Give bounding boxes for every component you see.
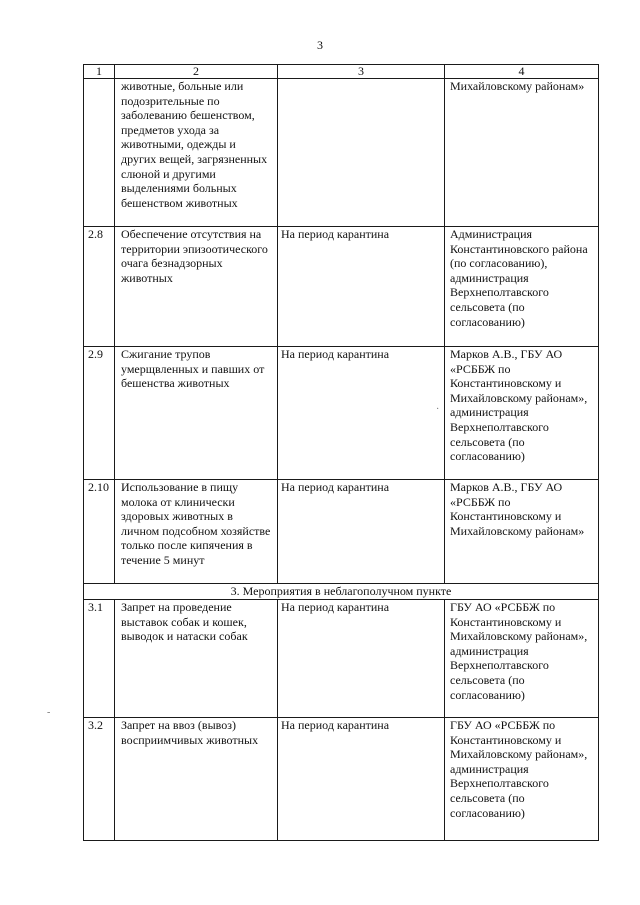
measures-table [83, 64, 599, 841]
row-number: 2.8 [84, 227, 115, 347]
responsible-cell: Михайловскому районам» [445, 79, 599, 227]
responsible-cell: Марков А.В., ГБУ АО «РСББЖ по Константиновскому и Михайловскому районам» [445, 480, 599, 584]
table-row [84, 600, 599, 718]
period-cell: На период карантина [278, 600, 445, 718]
table-row [84, 347, 599, 480]
measure-cell: Использование в пищу молока от клинически здоровых животных в личном подсобном хозяйстве только после кипячения в течение 5 минут [115, 480, 278, 584]
period-cell: На период карантина [278, 347, 445, 480]
scan-mark: · [436, 404, 440, 415]
scan-mark: - [47, 707, 51, 718]
measure-cell: Сжигание трупов умерщвленных и павших от бешенства животных [115, 347, 278, 480]
column-header: 1 [84, 65, 115, 79]
table-row [84, 480, 599, 584]
row-number: 2.10 [84, 480, 115, 584]
measure-cell: животные, больные или подозрительные по заболеванию бешенством, предметов ухода за животными, одежды и других вещей, загрязненных слюной и другими выделениями больных бешенством животных [115, 79, 278, 227]
measure-cell: Запрет на ввоз (вывоз) восприимчивых животных [115, 718, 278, 841]
column-header: 4 [445, 65, 599, 79]
measure-cell: Запрет на проведение выставок собак и кошек, выводок и натаски собак [115, 600, 278, 718]
column-header: 2 [115, 65, 278, 79]
row-number: 2.9 [84, 347, 115, 480]
period-cell: На период карантина [278, 718, 445, 841]
period-cell: На период карантина [278, 227, 445, 347]
section-title: 3. Мероприятия в неблагополучном пункте [84, 584, 599, 600]
responsible-cell: ГБУ АО «РСББЖ по Константиновскому и Михайловскому районам», администрация Верхнеполтавского сельсовета (по согласованию) [445, 718, 599, 841]
table-row [84, 79, 599, 227]
page-number: 3 [317, 38, 323, 52]
period-cell: На период карантина [278, 480, 445, 584]
row-number: 3.1 [84, 600, 115, 718]
table-row [84, 227, 599, 347]
section-row [84, 584, 599, 600]
responsible-cell: Марков А.В., ГБУ АО «РСББЖ по Константиновскому и Михайловскому районам», администрация Верхнеполтавского сельсовета (по согласованию) [445, 347, 599, 480]
responsible-cell: Администрация Константиновского района (по согласованию), администрация Верхнеполтавского сельсовета (по согласованию) [445, 227, 599, 347]
row-number [84, 79, 115, 227]
period-cell [278, 79, 445, 227]
responsible-cell: ГБУ АО «РСББЖ по Константиновскому и Михайловскому районам», администрация Верхнеполтавского сельсовета (по согласованию) [445, 600, 599, 718]
column-header: 3 [278, 65, 445, 79]
table-header-row [84, 65, 599, 79]
measure-cell: Обеспечение отсутствия на территории эпизоотического очага безнадзорных животных [115, 227, 278, 347]
row-number: 3.2 [84, 718, 115, 841]
table-row [84, 718, 599, 841]
